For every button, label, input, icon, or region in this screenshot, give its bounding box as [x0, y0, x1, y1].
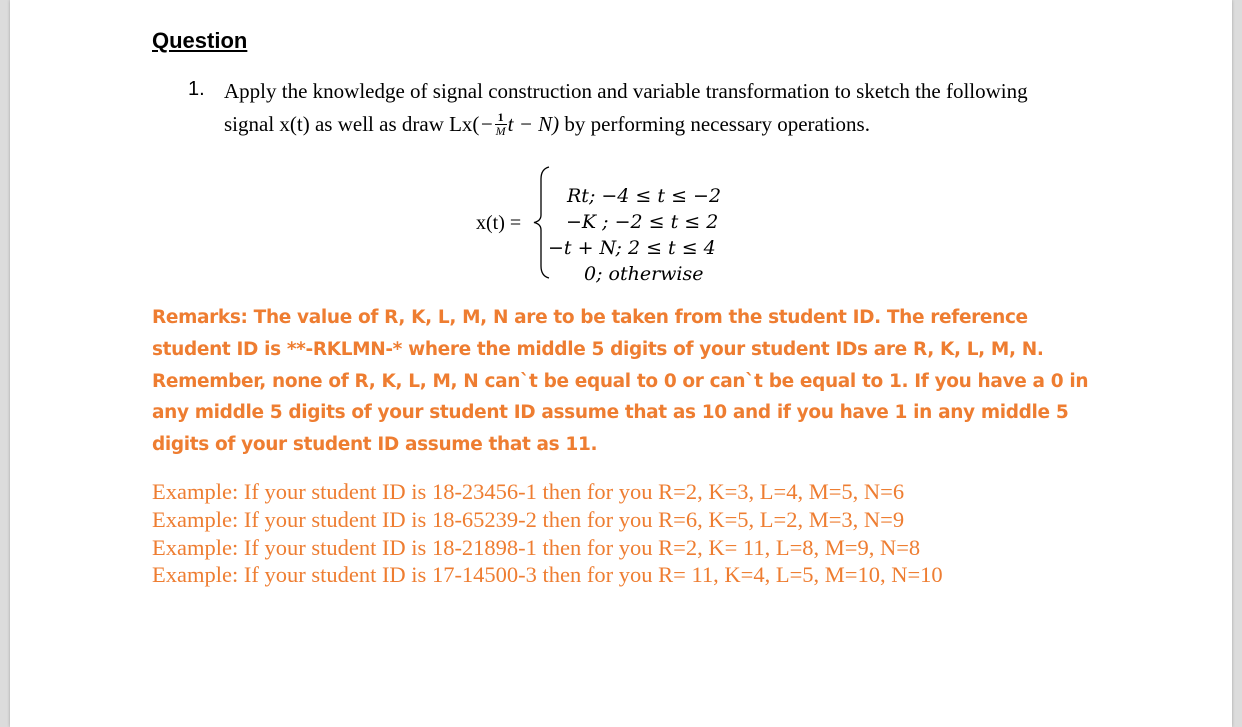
- example-line: Example: If your student ID is 18-21898-1 then for you R=2, K= 11, L=8, M=9, N=8: [152, 534, 921, 560]
- remarks-line: Remarks: The value of R, K, L, M, N are to be taken from the student ID. The reference: [152, 307, 1028, 328]
- equation-lhs: x(t) =: [476, 212, 522, 234]
- example-line: Example: If your student ID is 17-14500-3 then for you R= 11, K=4, L=5, M=10, N=10: [152, 562, 943, 588]
- question-text-line-1: Apply the knowledge of signal construction and variable transformation to sketch the following: [224, 79, 1028, 103]
- remarks-line: student ID is **-RKLMN-* where the middle 5 digits of your student IDs are R, K, L, M, N.: [152, 338, 1044, 360]
- remarks-line: Remember, none of R, K, L, M, N can`t be equal to 0 or can`t be equal to 1. If you have a 0 in: [152, 370, 1089, 392]
- left-brace: [532, 165, 552, 280]
- question-heading: Question: [152, 28, 248, 53]
- remarks-paragraph: [152, 302, 1092, 461]
- question-number: 1.: [188, 78, 205, 100]
- remarks-line: any middle 5 digits of your student ID assume that as 10 and if you have 1 in any middle 5: [152, 402, 1069, 424]
- fraction-1-over-m: [495, 111, 507, 138]
- document-page: [10, 0, 1232, 727]
- fraction-numerator: 1: [495, 111, 507, 125]
- example-line: Example: If your student ID is 18-65239-2 then for you R=6, K=5, L=2, M=3, N=9: [152, 506, 905, 532]
- example-line: Example: If your student ID is 18-23456-1 then for you R=2, K=3, L=4, M=5, N=6: [152, 479, 905, 504]
- expr-rest: t − N): [507, 112, 560, 136]
- fraction-denominator: M: [495, 123, 506, 138]
- question-text-line-2: [224, 109, 870, 140]
- examples-list: [152, 478, 943, 589]
- equation-case-3: −t + N; 2 ≤ t ≤ 4: [548, 237, 716, 259]
- equation-case-1: Rt; −4 ≤ t ≤ −2: [567, 185, 722, 207]
- question-line2-prefix: signal x(t) as well as draw Lx(: [224, 112, 480, 136]
- equation-case-4: 0; otherwise: [584, 263, 704, 285]
- equation-case-2: −K ; −2 ≤ t ≤ 2: [566, 211, 719, 233]
- remarks-line: digits of your student ID assume that as 11.: [152, 434, 598, 456]
- question-line2-suffix: by performing necessary operations.: [559, 112, 870, 136]
- expr-minus: −: [479, 112, 494, 136]
